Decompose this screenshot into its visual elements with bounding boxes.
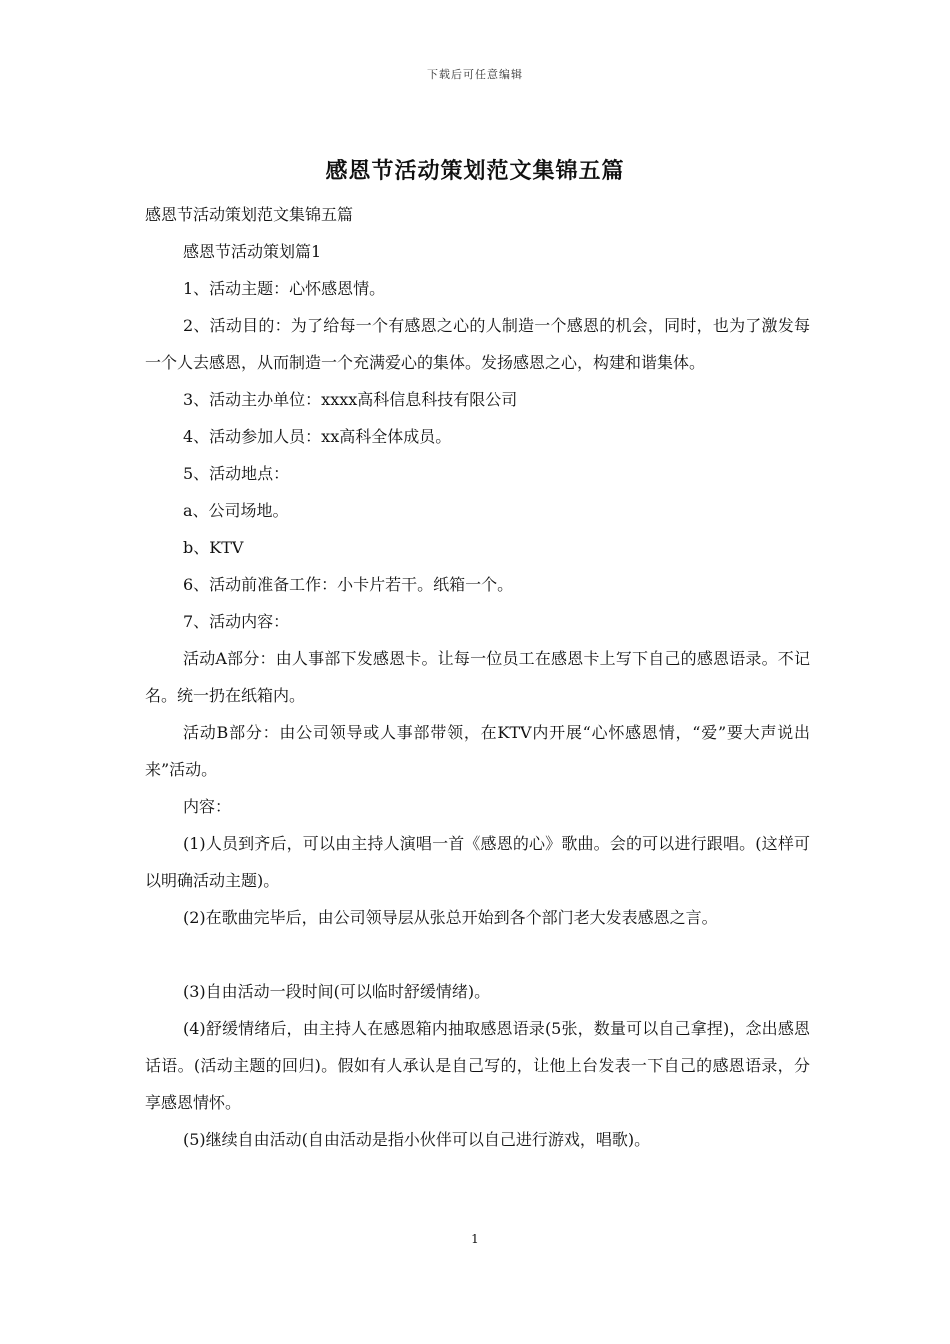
- paragraph-participants: 4、活动参加人员：xx高科全体成员。: [183, 427, 452, 446]
- paragraph-location-b: b、KTV: [183, 538, 244, 557]
- paragraph-location-a: a、公司场地。: [183, 501, 289, 520]
- blank-line: [145, 936, 810, 973]
- paragraph-part-a: 活动A部分：由人事部下发感恩卡。让每一位员工在感恩卡上写下自己的感恩语录。不记名。统一扔在纸箱内。: [145, 649, 810, 705]
- paragraph-content: 7、活动内容：: [183, 612, 290, 631]
- paragraph-purpose: 2、活动目的：为了给每一个有感恩之心的人制造一个感恩的机会，同时，也为了激发每一个人去感恩，从而制造一个充满爱心的集体。发扬感恩之心，构建和谐集体。: [145, 316, 810, 372]
- section-heading: 感恩节活动策划篇1: [183, 242, 322, 261]
- paragraph-theme: 1、活动主题：心怀感恩情。: [183, 279, 386, 298]
- paragraph-item-1: (1)人员到齐后，可以由主持人演唱一首《感恩的心》歌曲。会的可以进行跟唱。(这样可以明确活动主题)。: [145, 834, 810, 890]
- document-body: [145, 196, 810, 1158]
- header-note: 下载后可任意编辑: [427, 68, 523, 81]
- paragraph-item-4: (4)舒缓情绪后，由主持人在感恩箱内抽取感恩语录(5张，数量可以自己拿捏)，念出感恩话语。(活动主题的回归)。假如有人承认是自己写的，让他上台发表一下自己的感恩语录，分享感恩情怀。: [145, 1019, 810, 1112]
- paragraph-item-3: (3)自由活动一段时间(可以临时舒缓情绪)。: [183, 982, 491, 1001]
- paragraph-item-2: (2)在歌曲完毕后，由公司领导层从张总开始到各个部门老大发表感恩之言。: [183, 908, 718, 927]
- page-number: 1: [471, 1232, 479, 1246]
- paragraph-preparation: 6、活动前准备工作：小卡片若干。纸箱一个。: [183, 575, 514, 594]
- paragraph-item-5: (5)继续自由活动(自由活动是指小伙伴可以自己进行游戏，唱歌)。: [183, 1130, 651, 1149]
- paragraph-location: 5、活动地点：: [183, 464, 290, 483]
- paragraph-part-b: 活动B部分：由公司领导或人事部带领，在KTV内开展“心怀感恩情，“爱”要大声说出来”活动。: [145, 723, 810, 779]
- paragraph-organizer: 3、活动主办单位：xxxx高科信息科技有限公司: [183, 390, 518, 409]
- document-subtitle: 感恩节活动策划范文集锦五篇: [145, 205, 354, 224]
- document-title: 感恩节活动策划范文集锦五篇: [325, 158, 625, 184]
- paragraph-content-label: 内容：: [183, 797, 232, 816]
